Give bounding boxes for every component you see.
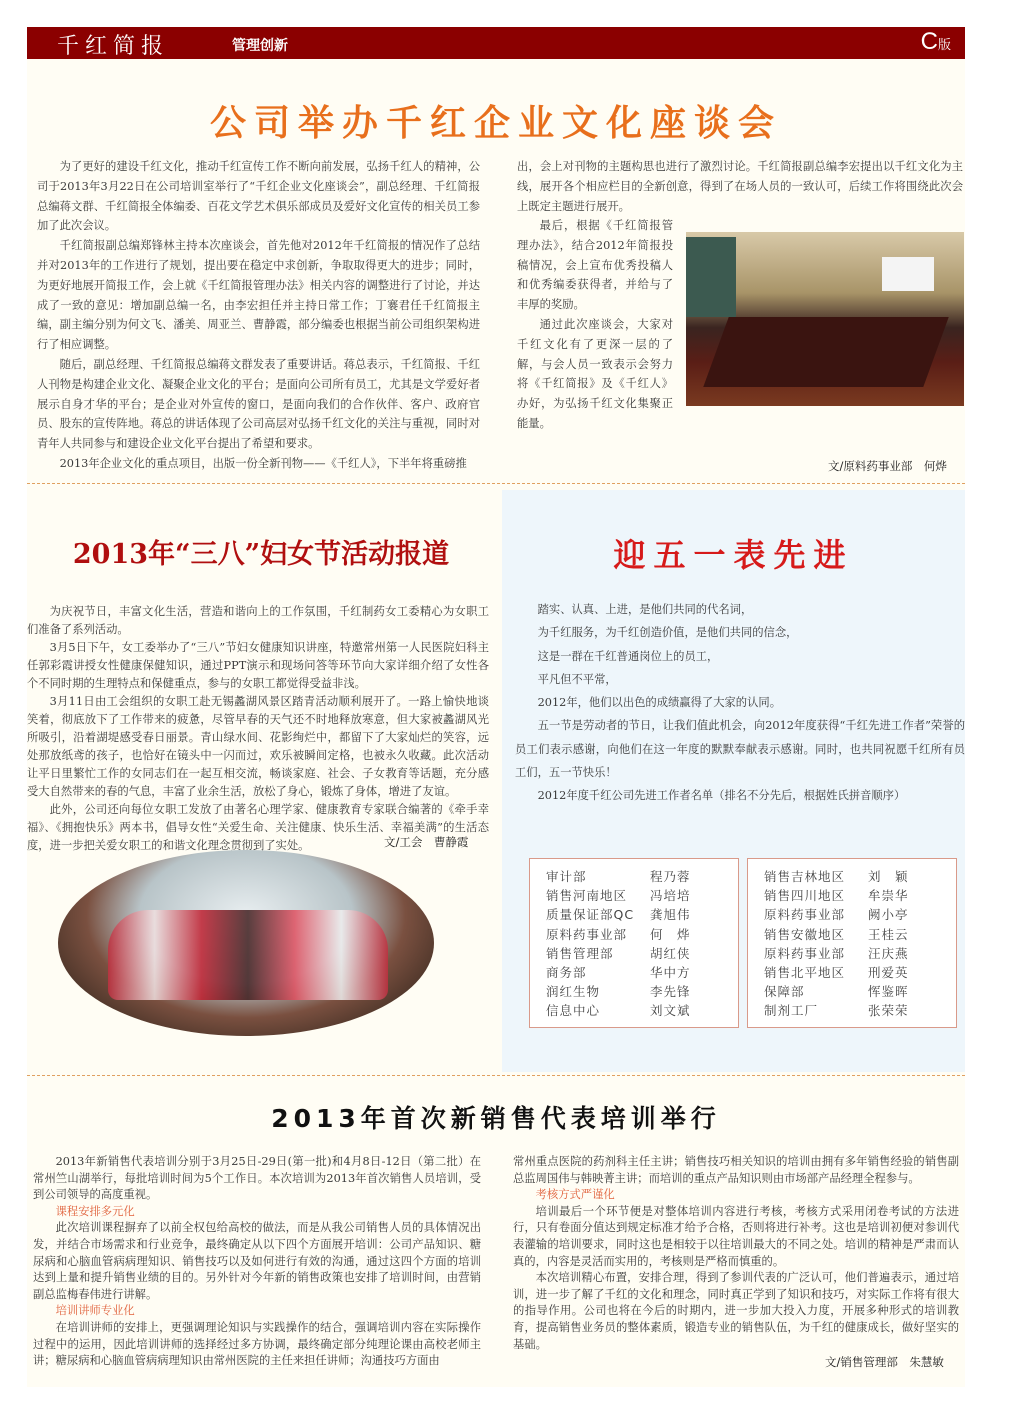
honor-list-row <box>764 925 956 944</box>
person-name: 张荣荣 <box>868 1003 909 1019</box>
person-name: 李先锋 <box>650 984 691 1000</box>
article3-title: 迎五一表先进 <box>613 536 854 574</box>
article1-title: 公司举办千红企业文化座谈会 <box>209 103 782 144</box>
honor-list-row <box>764 867 956 886</box>
paragraph: 2012年，他们以出色的成绩赢得了大家的认同。 <box>537 696 781 710</box>
person-name: 阙小亭 <box>868 907 909 923</box>
honor-list-row <box>764 982 956 1001</box>
paragraph: 2012年度千红公司先进工作者名单（排名不分先后，根据姓氏拼音顺序） <box>537 789 906 803</box>
department: 审计部 <box>546 869 587 884</box>
honor-list-row <box>546 1001 738 1020</box>
department: 润红生物 <box>546 984 601 1000</box>
person-name: 冯培培 <box>650 888 691 904</box>
honor-list-row <box>764 905 956 924</box>
department: 销售河南地区 <box>546 888 628 904</box>
paragraph: 常州重点医院的药剂科主任主讲；销售技巧相关知识的培训由拥有多年销售经验的销售副总监周国伟与韩映菁主讲；而培训的重点产品知识则由市场部产品经理全程参与。 <box>513 1155 959 1185</box>
subheading: 培训讲师专业化 <box>55 1304 135 1318</box>
department: 商务部 <box>546 965 587 981</box>
honor-list-right <box>747 858 957 1028</box>
newspaper-page <box>27 27 965 1387</box>
paragraph: 平凡但不平常， <box>537 672 617 686</box>
honor-list-row <box>546 944 738 963</box>
honor-list-row <box>764 944 956 963</box>
meeting-photo <box>686 232 964 406</box>
edition-label: C版 <box>920 28 951 55</box>
article4-title: 2013年首次新销售代表培训举行 <box>271 1104 721 1133</box>
article4-byline: 文/销售管理部 朱慧敏 <box>825 1355 944 1369</box>
group-photo <box>58 850 434 1036</box>
honor-list-row <box>764 1001 956 1020</box>
department: 保障部 <box>764 984 805 1000</box>
brand-title: 千红简报 <box>57 34 170 59</box>
paragraph: 为千红服务，为千红创造价值，是他们共同的信念， <box>537 626 798 640</box>
person-name: 龚旭伟 <box>650 907 691 923</box>
department: 原料药事业部 <box>546 926 628 942</box>
paragraph: 这是一群在千红普通岗位上的员工， <box>537 649 719 663</box>
person-name: 刑爱英 <box>868 965 909 981</box>
article2-byline: 文/工会 曹静霞 <box>384 835 469 849</box>
paragraph: 随后，副总经理、千红简报总编蒋文群发表了重要讲话。蒋总表示，千红简报、千红人刊物是构建企业文化、凝聚企业文化的平台；是面向公司所有员工，尤其是文学爱好者展示自身才华的平台；是企业对外宣传的窗口，是面向我们的合作伙伴、客户、政府官员、股东的宣传阵地。蒋总的讲话体现了公司高层对弘扬千红文化的关注与重视，同时对青年人共同参与和建设企业文化平台提出了希望和要求。 <box>37 357 480 451</box>
person-name: 牟崇华 <box>868 888 909 904</box>
article3-body <box>515 598 965 808</box>
article1-right-top: 出，会上对刊物的主题构思也进行了激烈讨论。千红简报副总编李宏提出以千红文化为主线，展开各个相应栏目的全新创意，得到了在场人员的一致认可，后续工作将围绕此次会上既定主题进行展开。 <box>517 160 963 213</box>
article2-title: 2013年“三八”妇女节活动报道 <box>72 539 450 570</box>
divider <box>27 483 965 484</box>
divider <box>27 1075 965 1076</box>
honor-list-row <box>546 905 738 924</box>
honor-list-row <box>546 886 738 905</box>
paragraph: 为了更好的建设千红文化，推动千红宣传工作不断向前发展，弘扬千红人的精神，公司于2013年3月22日在公司培训室举行了“千红企业文化座谈会”，副总经理、千红简报总编蒋文群、千红简报全体编委、百花文学艺术俱乐部成员及爱好文化宣传的相关员工参加了此次会议。 <box>37 160 480 233</box>
article2-body <box>27 603 489 855</box>
honor-list-left <box>529 858 739 1028</box>
paragraph: 3月11日由工会组织的女职工赴无锡蠡湖风景区踏青活动顺利展开了。一路上愉快地谈笑着，彻底放下了工作带来的疲惫，尽管早春的天气还不时地释放寒意，但大家被蠡湖风光所吸引，沿着湖堤感受春日丽景。青山绿水间、花影绚烂中，都留下了大家灿烂的笑容，远处那放纸鸢的孩子，也恰好在镜头中一闪而过，欢乐被瞬间定格，也被永久收藏。此次活动让平日里繁忙工作的女同志们在一起互相交流，畅谈家庭、社会、子女教育等话题，充分感受大自然带来的春的气息，丰富了业余生活，放松了身心，锻炼了身体，增进了友谊。 <box>27 695 489 798</box>
department: 销售吉林地区 <box>764 869 846 884</box>
article4-left-column <box>33 1154 481 1370</box>
person-name: 何 烨 <box>650 926 691 942</box>
paragraph: 此次培训课程摒弃了以前全权包给高校的做法，而是从我公司销售人员的具体情况出发，并结合市场需求和行业竞争，最终确定从以下四个方面展开培训：公司产品知识、糖尿病和心脑血管病病理知识、销售技巧以及如何进行有效的沟通，通过这四个方面的培训达到上量和提升销售业绩的目的。另外针对今年新的销售政策也安排了培训时间，由营销副总监梅春伟进行讲解。 <box>33 1221 481 1301</box>
paragraph: 此外，公司还向每位女职工发放了由著名心理学家、健康教育专家联合编著的《牵手幸福》、《拥抱快乐》两本书，倡导女性“关爱生命、关注健康、快乐生活、幸福美满”的生活态度，进一步把关爱女职工的和谐文化理念贯彻到了实处。 <box>27 803 489 852</box>
article1-left-column <box>37 157 480 474</box>
paragraph: 最后，根据《千红简报管理办法》，结合2012年简报投稿情况，会上宣布优秀投稿人和优秀编委获得者，并给与了丰厚的奖励。 <box>517 219 673 312</box>
person-name: 华中方 <box>650 965 691 981</box>
paragraph: 2013年企业文化的重点项目，出版一份全新刊物——《千红人》，下半年将重磅推 <box>59 456 467 470</box>
paragraph: 2013年新销售代表培训分别于3月25日-29日(第一批)和4月8日-12日（第二批）在常州竺山湖举行，每批培训时间为5个工作日。本次培训为2013年首次销售人员培训，受到公司领导的高度重视。 <box>33 1155 481 1202</box>
department: 制剂工厂 <box>764 1003 819 1019</box>
article1-right-narrow <box>517 216 673 434</box>
department: 信息中心 <box>546 1003 601 1019</box>
paragraph: 培训最后一个环节便是对整体培训内容进行考核，考核方式采用闭卷考试的方法进行，只有卷面分值达到规定标准才给予合格，否则将进行补考。这也是培训初便对参训代表灌输的培训要求，同时这也是相较于以往培训最大的不同之处。培训的精神是严肃而认真的，内容是灵活而实用的，考核则是严格而慎重的。 <box>513 1204 959 1268</box>
paragraph: 通过此次座谈会，大家对千红文化有了更深一层的了解，与会人员一致表示会努力将《千红简报》及《千红人》办好，为弘扬千红文化集聚正能量。 <box>517 317 673 430</box>
person-name: 汪庆燕 <box>868 945 909 961</box>
person-name: 恽鉴晖 <box>868 984 909 1000</box>
department: 销售安徽地区 <box>764 926 846 942</box>
subheading: 考核方式严谨化 <box>535 1188 615 1202</box>
department: 原料药事业部 <box>764 945 846 961</box>
person-name: 胡红侠 <box>650 945 691 961</box>
honor-list-row <box>546 982 738 1001</box>
person-name: 刘 颖 <box>868 869 909 884</box>
article1-byline: 文/原料药事业部 何烨 <box>828 459 947 473</box>
subheading: 课程安排多元化 <box>55 1204 135 1218</box>
paragraph: 本次培训精心布置，安排合理，得到了参训代表的广泛认可，他们普遍表示，通过培训，进一步了解了千红的文化和理念，同时真正学到了知识和技巧，对实际工作将有很大的指导作用。公司也将在今后的时期内，进一步加大投入力度，开展多种形式的培训教育，提高销售业务员的整体素质，锻造专业的销售队伍，为千红的健康成长，做好坚实的基础。 <box>513 1271 959 1351</box>
person-name: 刘文斌 <box>650 1003 691 1019</box>
department: 销售北平地区 <box>764 965 846 981</box>
honor-list-row <box>764 963 956 982</box>
department: 原料药事业部 <box>764 907 846 923</box>
department: 销售四川地区 <box>764 888 846 904</box>
article4-right-column <box>513 1154 959 1353</box>
paragraph: 3月5日下午，女工委举办了“三八”节妇女健康知识讲座，特邀常州第一人民医院妇科主任郭彩霞讲授女性健康保健知识，通过PPT演示和现场问答等环节向大家详细介绍了女性各个不同时期的生理特点和保健重点，参与的女职工都觉得受益非浅。 <box>27 641 489 690</box>
department: 质量保证部QC <box>546 907 635 923</box>
paragraph: 五一节是劳动者的节日，让我们值此机会，向2012年度获得“千红先进工作者”荣誉的员工们表示感谢，向他们在这一年度的默默奉献表示感谢。同时，也共同祝愿千红所有员工们，五一节快乐！ <box>515 719 965 780</box>
department: 销售管理部 <box>546 945 614 961</box>
honor-list-row <box>546 963 738 982</box>
masthead <box>27 27 965 59</box>
section-name: 管理创新 <box>232 38 288 54</box>
person-name: 王桂云 <box>868 926 909 942</box>
person-name: 程乃蓉 <box>650 869 691 884</box>
paragraph: 在培训讲师的安排上，更强调理论知识与实践操作的结合，强调培训内容在实际操作过程中的运用，因此培训讲师的选择经过多方协调，最终确定部分纯理论课由高校老师主讲；糖尿病和心脑血管病病理知识由常州医院的主任来担任讲师；沟通技巧方面由 <box>33 1320 481 1368</box>
honor-list-row <box>546 867 738 886</box>
paragraph: 为庆祝节日，丰富文化生活，营造和谐向上的工作氛围，千红制药女工委精心为女职工们准备了系列活动。 <box>27 605 489 636</box>
honor-list-row <box>546 925 738 944</box>
paragraph: 千红简报副总编郑锋林主持本次座谈会，首先他对2012年千红简报的情况作了总结并对2013年的工作进行了规划，提出要在稳定中求创新，争取取得更大的进步；同时，为更好地展开简报工作，会上就《千红简报管理办法》相关内容的调整进行了讨论，并达成了一致的意见：增加副总编一名，由李宏担任并主持日常工作；丁褰君任千红简报主编，副主编分别为何文飞、潘美、周亚兰、曹静霞，部分编委也根据当前公司组织架构进行了相应调整。 <box>37 239 480 352</box>
paragraph: 踏实、认真、上进，是他们共同的代名词， <box>537 603 753 616</box>
honor-list-row <box>764 886 956 905</box>
